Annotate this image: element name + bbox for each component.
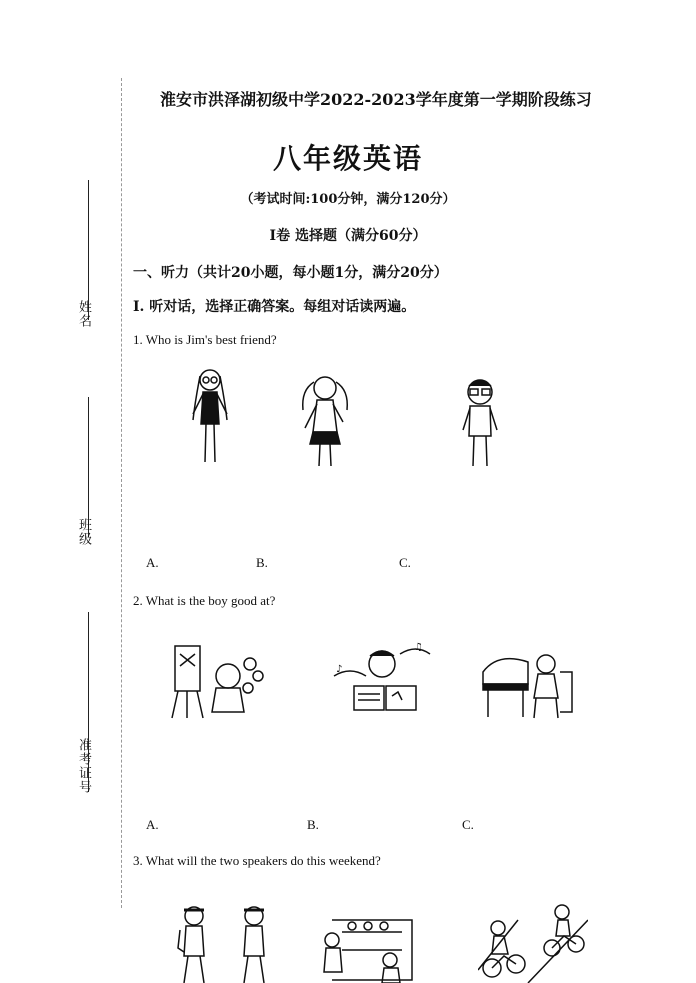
class-field-line[interactable] <box>88 397 89 537</box>
q3-picture-b <box>312 910 422 983</box>
exam-info: （考试时间:100分钟，满分120分） <box>240 192 456 207</box>
question-2: 2. What is the boy good at? <box>133 593 276 608</box>
question-3: 3. What will the two speakers do this weekend? <box>133 853 381 868</box>
q1-option-a[interactable]: A. <box>146 555 159 570</box>
q2-option-b[interactable]: B. <box>307 817 319 832</box>
q2-option-a[interactable]: A. <box>146 817 159 832</box>
class-label: 班级 <box>76 518 91 546</box>
q1-option-c[interactable]: C. <box>399 555 411 570</box>
q1-picture-a <box>185 362 235 470</box>
name-label: 姓名 <box>76 300 91 328</box>
exam-id-label: 准考证号 <box>76 738 91 794</box>
part-title: I卷 选择题（满分60分） <box>269 228 427 244</box>
q1-picture-c <box>455 372 505 472</box>
q2-option-c[interactable]: C. <box>462 817 474 832</box>
q1-option-b[interactable]: B. <box>256 555 268 570</box>
q2-picture-b <box>330 636 435 721</box>
q3-picture-c <box>478 900 588 983</box>
section-title: 一、听力（共计20小题，每小题1分，满分20分） <box>133 265 448 281</box>
section-instruction: I. 听对话，选择正确答案。每组对话读两遍。 <box>133 299 416 315</box>
question-1: 1. Who is Jim's best friend? <box>133 332 277 347</box>
q2-picture-a <box>160 636 265 721</box>
q3-picture-a <box>170 900 280 983</box>
subject-title: 八年级英语 <box>272 142 423 175</box>
svg-text:♫: ♫ <box>414 642 423 653</box>
q2-picture-c <box>478 642 578 722</box>
q1-picture-b <box>295 370 355 470</box>
school-title: 淮安市洪泽湖初级中学2022-2023学年度第一学期阶段练习 <box>160 90 592 109</box>
svg-text:♪: ♪ <box>336 664 343 675</box>
